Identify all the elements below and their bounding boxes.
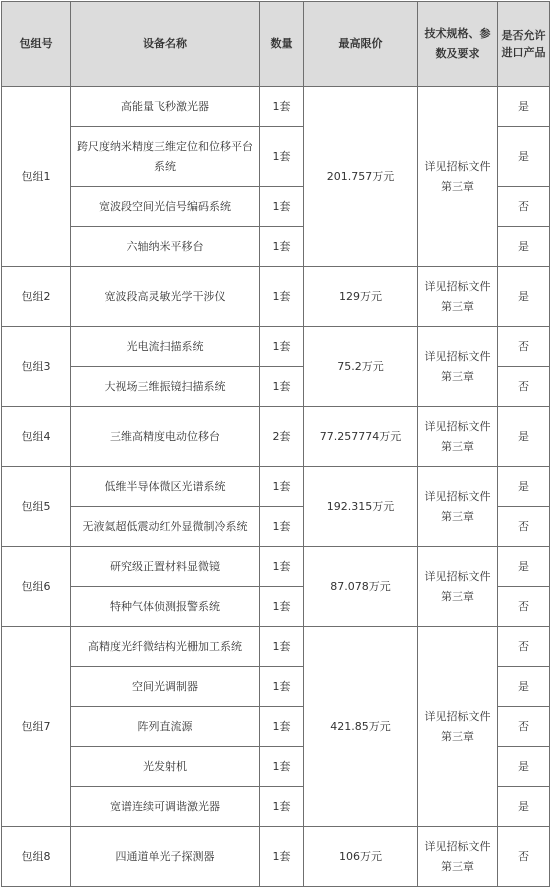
- spec-text-line1: 详见招标文件: [424, 489, 491, 503]
- max-price-cell: 75.2万元: [304, 327, 418, 407]
- spec-text-line1: 详见招标文件: [424, 279, 491, 293]
- import-allowed-cell: 否: [498, 827, 550, 887]
- spec-text-line2: 第三章: [441, 729, 474, 743]
- header-device-name: 设备名称: [71, 2, 260, 87]
- table-row: [2, 87, 550, 127]
- import-allowed-cell: 否: [498, 627, 550, 667]
- header-package: 包组号: [2, 2, 71, 87]
- import-allowed-cell: 否: [498, 707, 550, 747]
- spec-cell: [418, 827, 498, 887]
- import-allowed-cell: 是: [498, 667, 550, 707]
- package-cell: 包组7: [2, 627, 71, 827]
- procurement-table: [1, 1, 550, 887]
- quantity-cell: 1套: [260, 667, 304, 707]
- quantity-cell: 1套: [260, 747, 304, 787]
- header-quantity: 数量: [260, 2, 304, 87]
- device-name-cell: 低维半导体微区光谱系统: [71, 467, 260, 507]
- quantity-cell: 1套: [260, 467, 304, 507]
- import-allowed-cell: 是: [498, 127, 550, 187]
- package-cell: 包组4: [2, 407, 71, 467]
- spec-text-line1: 详见招标文件: [424, 839, 491, 853]
- spec-text-line1: 详见招标文件: [424, 349, 491, 363]
- max-price-cell: 87.078万元: [304, 547, 418, 627]
- quantity-cell: 1套: [260, 267, 304, 327]
- spec-text-line2: 第三章: [441, 859, 474, 873]
- device-name-cell: 宽谱连续可调谐激光器: [71, 787, 260, 827]
- spec-cell: [418, 407, 498, 467]
- header-max-price: 最高限价: [304, 2, 418, 87]
- device-name-cell: 无液氦超低震动红外显微制冷系统: [71, 507, 260, 547]
- spec-text-line2: 第三章: [441, 179, 474, 193]
- import-allowed-cell: 是: [498, 227, 550, 267]
- quantity-cell: 1套: [260, 787, 304, 827]
- max-price-cell: 192.315万元: [304, 467, 418, 547]
- table-row: [2, 547, 550, 587]
- import-allowed-cell: 否: [498, 327, 550, 367]
- spec-cell: [418, 267, 498, 327]
- device-name-cell: 光发射机: [71, 747, 260, 787]
- package-cell: 包组3: [2, 327, 71, 407]
- max-price-cell: 106万元: [304, 827, 418, 887]
- quantity-cell: 1套: [260, 187, 304, 227]
- table-row: [2, 327, 550, 367]
- max-price-cell: 77.257774万元: [304, 407, 418, 467]
- device-name-cell: 高能量飞秒激光器: [71, 87, 260, 127]
- spec-text-line2: 第三章: [441, 439, 474, 453]
- import-allowed-cell: 否: [498, 587, 550, 627]
- spec-cell: [418, 547, 498, 627]
- import-allowed-cell: 否: [498, 507, 550, 547]
- quantity-cell: 1套: [260, 327, 304, 367]
- device-name-cell: 研究级正置材料显微镜: [71, 547, 260, 587]
- spec-cell: [418, 327, 498, 407]
- spec-text-line1: 详见招标文件: [424, 159, 491, 173]
- quantity-cell: 2套: [260, 407, 304, 467]
- device-name-cell: 三维高精度电动位移台: [71, 407, 260, 467]
- quantity-cell: 1套: [260, 547, 304, 587]
- header-spec: 技术规格、参数及要求: [418, 2, 498, 87]
- table-row: [2, 467, 550, 507]
- device-name-cell: 六轴纳米平移台: [71, 227, 260, 267]
- import-allowed-cell: 是: [498, 787, 550, 827]
- import-allowed-cell: 是: [498, 87, 550, 127]
- max-price-cell: 421.85万元: [304, 627, 418, 827]
- package-cell: 包组2: [2, 267, 71, 327]
- import-allowed-cell: 是: [498, 467, 550, 507]
- spec-text-line2: 第三章: [441, 369, 474, 383]
- table-row: [2, 267, 550, 327]
- package-cell: 包组8: [2, 827, 71, 887]
- quantity-cell: 1套: [260, 87, 304, 127]
- device-name-cell: 四通道单光子探测器: [71, 827, 260, 887]
- table-body: [2, 87, 550, 887]
- device-name-cell: 阵列直流源: [71, 707, 260, 747]
- import-allowed-cell: 是: [498, 547, 550, 587]
- device-name-cell: 跨尺度纳米精度三维定位和位移平台系统: [71, 127, 260, 187]
- quantity-cell: 1套: [260, 827, 304, 887]
- device-name-cell: 大视场三维振镜扫描系统: [71, 367, 260, 407]
- quantity-cell: 1套: [260, 507, 304, 547]
- spec-text-line2: 第三章: [441, 299, 474, 313]
- spec-text-line1: 详见招标文件: [424, 569, 491, 583]
- table-row: [2, 627, 550, 667]
- quantity-cell: 1套: [260, 627, 304, 667]
- header-row: [2, 2, 550, 87]
- quantity-cell: 1套: [260, 707, 304, 747]
- import-allowed-cell: 是: [498, 267, 550, 327]
- quantity-cell: 1套: [260, 127, 304, 187]
- package-cell: 包组1: [2, 87, 71, 267]
- max-price-cell: 129万元: [304, 267, 418, 327]
- device-name-cell: 宽波段高灵敏光学干涉仪: [71, 267, 260, 327]
- header-import-allowed: 是否允许进口产品: [498, 2, 550, 87]
- max-price-cell: 201.757万元: [304, 87, 418, 267]
- table-header: [2, 2, 550, 87]
- device-name-cell: 特种气体侦测报警系统: [71, 587, 260, 627]
- spec-cell: [418, 467, 498, 547]
- import-allowed-cell: 是: [498, 407, 550, 467]
- spec-cell: [418, 87, 498, 267]
- import-allowed-cell: 否: [498, 367, 550, 407]
- package-cell: 包组5: [2, 467, 71, 547]
- device-name-cell: 高精度光纤微结构光栅加工系统: [71, 627, 260, 667]
- quantity-cell: 1套: [260, 227, 304, 267]
- device-name-cell: 宽波段空间光信号编码系统: [71, 187, 260, 227]
- table-row: [2, 407, 550, 467]
- table-row: [2, 827, 550, 887]
- spec-text-line2: 第三章: [441, 589, 474, 603]
- spec-cell: [418, 627, 498, 827]
- package-cell: 包组6: [2, 547, 71, 627]
- spec-text-line2: 第三章: [441, 509, 474, 523]
- quantity-cell: 1套: [260, 587, 304, 627]
- quantity-cell: 1套: [260, 367, 304, 407]
- spec-text-line1: 详见招标文件: [424, 419, 491, 433]
- device-name-cell: 空间光调制器: [71, 667, 260, 707]
- spec-text-line1: 详见招标文件: [424, 709, 491, 723]
- device-name-cell: 光电流扫描系统: [71, 327, 260, 367]
- import-allowed-cell: 否: [498, 187, 550, 227]
- import-allowed-cell: 是: [498, 747, 550, 787]
